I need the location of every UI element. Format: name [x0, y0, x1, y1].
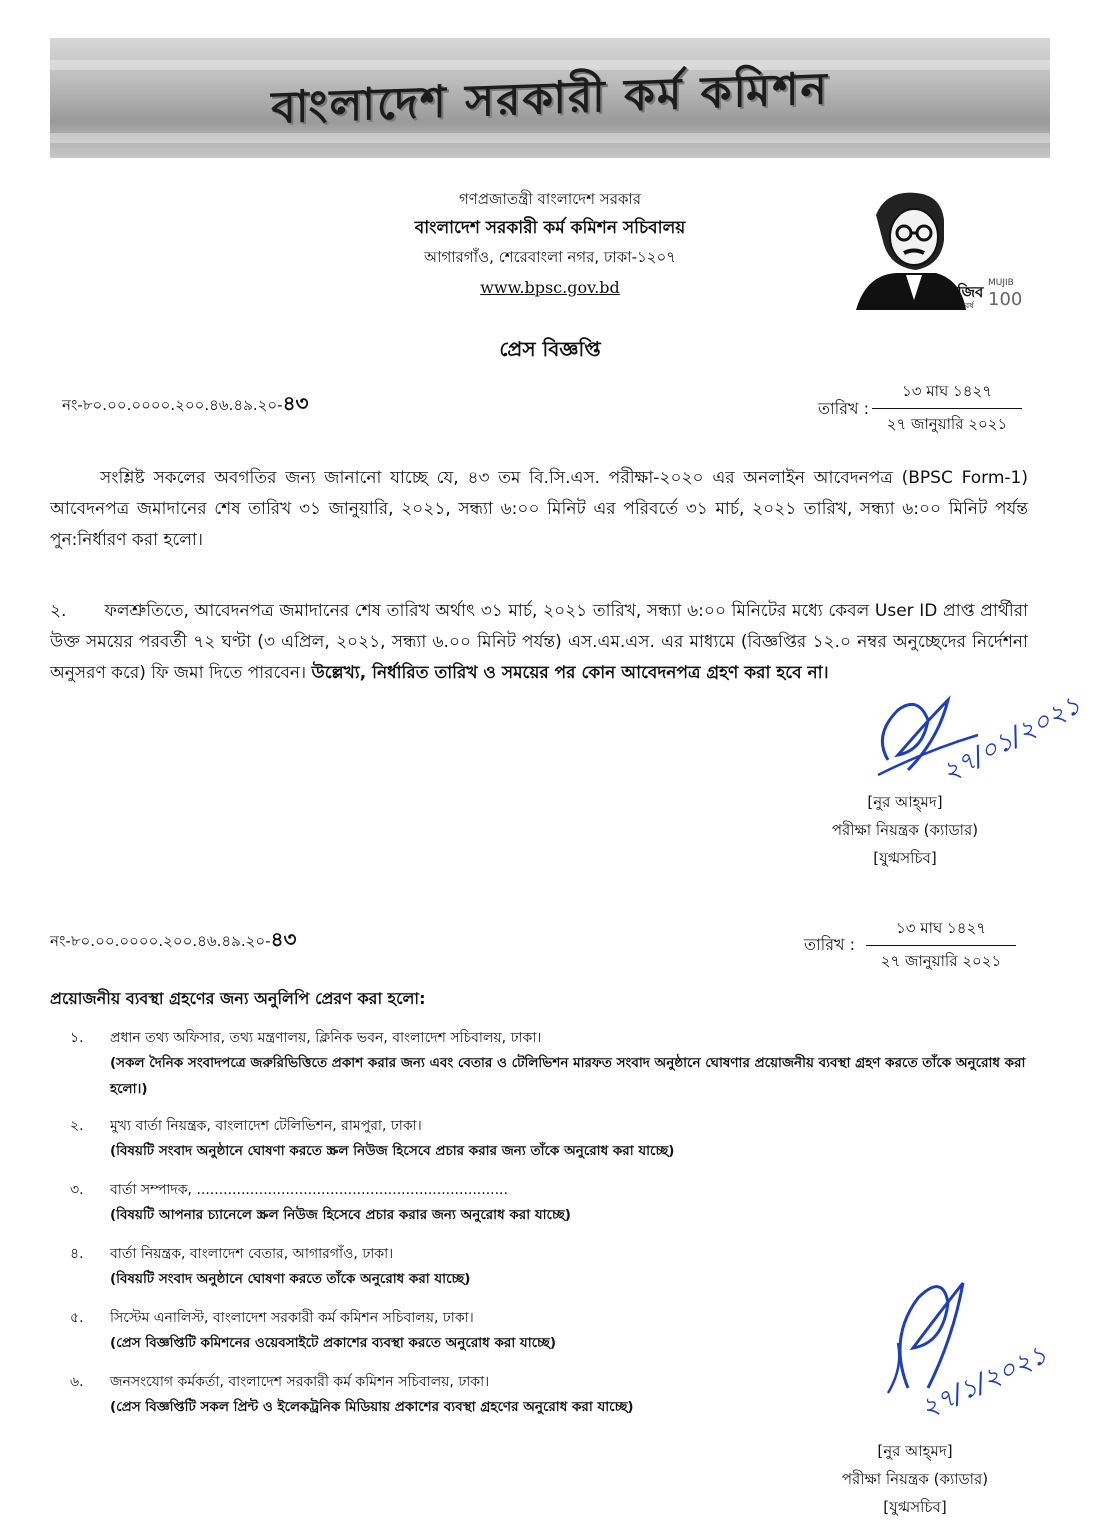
- date-english: ২৭ জানুয়ারি ২০২১: [880, 952, 1002, 970]
- date-block: [872, 380, 1022, 438]
- website-link[interactable]: www.bpsc.gov.bd: [480, 278, 620, 297]
- date-bangla: ১৩ মাঘ ১৪২৭: [872, 380, 1022, 409]
- signatory-name: [নুর আহ্‌মদ]: [877, 1442, 953, 1460]
- paragraph-2-number: ২.: [50, 601, 67, 621]
- list-item-recipient: প্রধান তথ্য অফিসার, তথ্য মন্ত্রণালয়, ক্লিনিক ভবন, বাংলাদেশ সচিবালয়, ঢাকা।: [110, 1030, 542, 1046]
- list-item-instruction: (সকল দৈনিক সংবাদপত্রে জরুরিভিত্তিতে প্রকাশ করার জন্য এবং বেতার ও টেলিভিশন মারফত সংবাদ অনুষ্ঠানে ঘোষণার প্রয়োজনীয় ব্যবস্থা গ্রহণ করতে তাঁকে অনুরোধ করা হলো।): [110, 1055, 1026, 1097]
- list-item: [70, 1026, 1030, 1102]
- signatory-rank: [যুগ্মসচিব]: [883, 1498, 947, 1516]
- list-item-number: ৪.: [70, 1246, 84, 1262]
- paragraph-2-text: ফলশ্রুতিতে, আবেদনপত্র জমাদানের শেষ তারিখ অর্থাৎ ৩১ মার্চ, ২০২১ তারিখ, সন্ধ্যা ৬:০০ মিনিটের মধ্যে কেবল User ID প্রাপ্ত প্রার্থীরা উক্ত সময়ের পরবর্তী ৭২ ঘণ্টা (৩ এপ্রিল, ২০২১, সন্ধ্যা ৬.০০ মিনিট পর্যন্ত) এস.এম.এস. এর মাধ্যমে (বিজ্ঞপ্তির ১২.০ নম্বর অনুচ্ছেদের নির্দেশনা অনুসরণ করে) ফি জমা দিতে পারবেন।: [50, 601, 1028, 683]
- list-item: [70, 1114, 1030, 1164]
- list-item-instruction: (বিষয়টি সংবাদ অনুষ্ঠানে ঘোষণা করতে তাঁকে অনুরোধ করা যাচ্ছে): [110, 1271, 471, 1287]
- list-item-instruction: (বিষয়টি সংবাদ অনুষ্ঠানে ঘোষণা করতে স্ক্রল নিউজ হিসেবে প্রচার করার জন্য তাঁকে অনুরোধ করা যাচ্ছে): [110, 1143, 675, 1159]
- list-item: [70, 1370, 1030, 1420]
- memo-number-2: [50, 925, 297, 958]
- date-english: ২৭ জানুয়ারি ২০২১: [886, 415, 1008, 433]
- page-title: প্রেস বিজ্ঞপ্তি: [499, 337, 601, 361]
- paragraph-1: [50, 463, 1028, 556]
- memo-number: [62, 389, 309, 422]
- list-item-instruction: (প্রেস বিজ্ঞপ্তিটি সকল প্রিন্ট ও ইলেকট্রনিক মিডিয়ায় প্রকাশের ব্যবস্থা গ্রহণের অনুরোধ করা যাচ্ছে): [110, 1399, 634, 1415]
- list-item-instruction: (বিষয়টি আপনার চ্যানেলে স্ক্রল নিউজ হিসেবে প্রচার করার জন্য অনুরোধ করা যাচ্ছে): [110, 1207, 571, 1223]
- portrait-icon: [846, 185, 1023, 310]
- list-item: [70, 1178, 1030, 1228]
- banner-title: বাংলাদেশ সরকারী কর্ম কমিশন: [271, 62, 829, 134]
- date-label: তারিখ :: [818, 399, 870, 418]
- list-item-number: ৫.: [70, 1310, 84, 1326]
- office-address: আগারগাঁও, শেরেবাংলা নগর, ঢাকা-১২০৭: [423, 248, 677, 266]
- paragraph-2: [50, 596, 1028, 689]
- logo-number: 100: [988, 289, 1023, 310]
- list-item-recipient: মুখ্য বার্তা নিয়ন্ত্রক, বাংলাদেশ টেলিভিশন, রামপুরা, ঢাকা।: [110, 1118, 422, 1134]
- date-label-2: তারিখ :: [804, 935, 856, 954]
- memo-number-prefix: নং-৮০.০০.০০০০.২০০.৪৬.৪৯.২০-: [50, 932, 271, 950]
- memo-number-handwritten: ৪৩: [282, 391, 309, 415]
- signatory-2: [800, 1437, 1030, 1521]
- office-name: বাংলাদেশ সরকারী কর্ম কমিশন সচিবালয়: [414, 218, 686, 238]
- logo-sub-text: শতবর্ষ: [954, 301, 974, 310]
- header-banner: [50, 38, 1050, 158]
- copy-list: [70, 1026, 1030, 1420]
- date-bangla: ১৩ মাঘ ১৪২৭: [866, 917, 1016, 946]
- signatory-rank: [যুগ্মসচিব]: [873, 849, 937, 867]
- paragraph-2-emphasis: উল্লেখ্য, নির্ধারিত তারিখ ও সময়ের পর কোন আবেদনপত্র গ্রহণ করা হবে না।: [311, 663, 829, 683]
- paragraph-1-text: সংশ্লিষ্ট সকলের অবগতির জন্য জানানো যাচ্ছে যে, ৪৩ তম বি.সি.এস. পরীক্ষা-২০২০ এর অনলাইন আবেদনপত্র (BPSC Form-1) আবেদনপত্র জমাদানের শেষ তারিখ ৩১ জানুয়ারি, ২০২১, সন্ধ্যা ৬:০০ মিনিট এর পরিবর্তে ৩১ মার্চ, ২০২১ তারিখ, সন্ধ্যা ৬:০০ মিনিট পর্যন্ত পুন:নির্ধারণ করা হলো।: [50, 468, 1028, 550]
- signature-date: ২৭/১/২০২১: [916, 1339, 1053, 1425]
- copy-heading: প্রয়োজনীয় ব্যবস্থা গ্রহণের জন্য অনুলিপি প্রেরণ করা হলো:: [50, 989, 426, 1008]
- memo-number-prefix: নং-৮০.০০.০০০০.২০০.৪৬.৪৯.২০-: [62, 396, 283, 414]
- mujib-100-logo: [846, 185, 1023, 310]
- govt-name: গণপ্রজাতন্ত্রী বাংলাদেশ সরকার: [458, 190, 642, 208]
- memo-number-handwritten: ৪৩: [270, 927, 297, 951]
- list-item-number: ২.: [70, 1118, 84, 1134]
- list-item-recipient: সিস্টেম এনালিস্ট, বাংলাদেশ সরকারী কর্ম কমিশন সচিবালয়, ঢাকা।: [110, 1310, 474, 1326]
- list-item-instruction: (প্রেস বিজ্ঞপ্তিটি কমিশনের ওয়েবসাইটে প্রকাশের ব্যবস্থা করতে অনুরোধ করা যাচ্ছে): [110, 1335, 556, 1351]
- signature-1: [868, 680, 1093, 795]
- handwritten-signature-icon: [868, 680, 1093, 795]
- logo-bangla-text: মুজিব: [949, 283, 984, 301]
- signatory-1: [790, 788, 1020, 872]
- list-item-number: ৩.: [70, 1182, 84, 1198]
- signatory-designation: পরীক্ষা নিয়ন্ত্রক (ক্যাডার): [831, 821, 979, 839]
- list-item-recipient: জনসংযোগ কর্মকর্তা, বাংলাদেশ সরকারী কর্ম কমিশন সচিবালয়, ঢাকা।: [110, 1374, 490, 1390]
- list-item: [70, 1242, 1030, 1292]
- list-item-recipient: বার্তা সম্পাদক, ......................................................................: [110, 1182, 508, 1198]
- date-block-2: [866, 917, 1016, 975]
- list-item-recipient: বার্তা নিয়ন্ত্রক, বাংলাদেশ বেতার, আগারগাঁও, ঢাকা।: [110, 1246, 394, 1262]
- list-item: [70, 1306, 1030, 1356]
- signature-date: ২৭/০১/২০২১: [937, 690, 1087, 789]
- list-item-number: ১.: [70, 1030, 84, 1046]
- signatory-name: [নুর আহ্‌মদ]: [867, 793, 943, 811]
- logo-en-text: MUJIB: [988, 278, 1014, 288]
- list-item-number: ৬.: [70, 1374, 84, 1390]
- signatory-designation: পরীক্ষা নিয়ন্ত্রক (ক্যাডার): [841, 1470, 989, 1488]
